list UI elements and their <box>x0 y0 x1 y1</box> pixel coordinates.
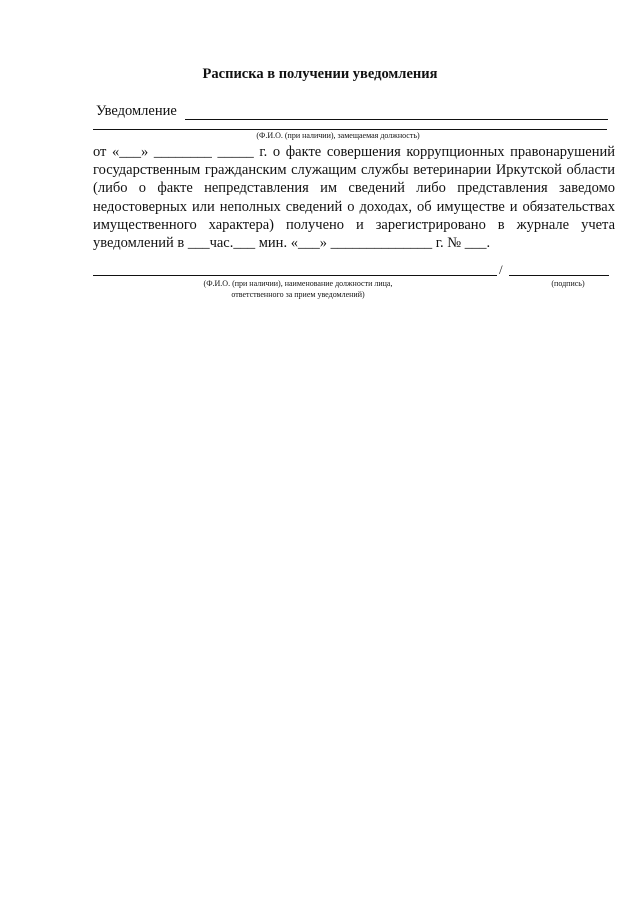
caption-fio-position: (Ф.И.О. (при наличии), замещаемая должность) <box>256 131 420 140</box>
notice-fill-line-2 <box>93 129 607 130</box>
caption-responsible-line2: ответственного за прием уведомлений) <box>231 290 365 299</box>
signature-separator: / <box>499 262 503 277</box>
caption-responsible <box>148 278 448 300</box>
notice-fill-line <box>185 105 608 120</box>
notice-row <box>96 102 608 120</box>
body-paragraph: от «___» ________ _____ г. о факте совершения коррупционных правонарушений государственным гражданским служащим службы ветеринарии Иркутской области (либо о факте непредставления им сведений либо представления заведомо недостоверных или неполных сведений о доходах, об имуществе и обязательствах имущественного характера) получено и зарегистрировано в журнале учета уведомлений в ___час.___ мин. «___» ______________ г. № ___. <box>93 144 615 252</box>
responsible-name-line <box>93 265 497 276</box>
signature-line <box>509 265 609 276</box>
caption-signature: (подпись) <box>551 279 585 288</box>
signature-row <box>93 262 609 276</box>
notice-label: Уведомление <box>96 103 177 119</box>
caption-responsible-line1: (Ф.И.О. (при наличии), наименование должности лица, <box>203 279 393 288</box>
document-title: Расписка в получении уведомления <box>202 66 438 82</box>
